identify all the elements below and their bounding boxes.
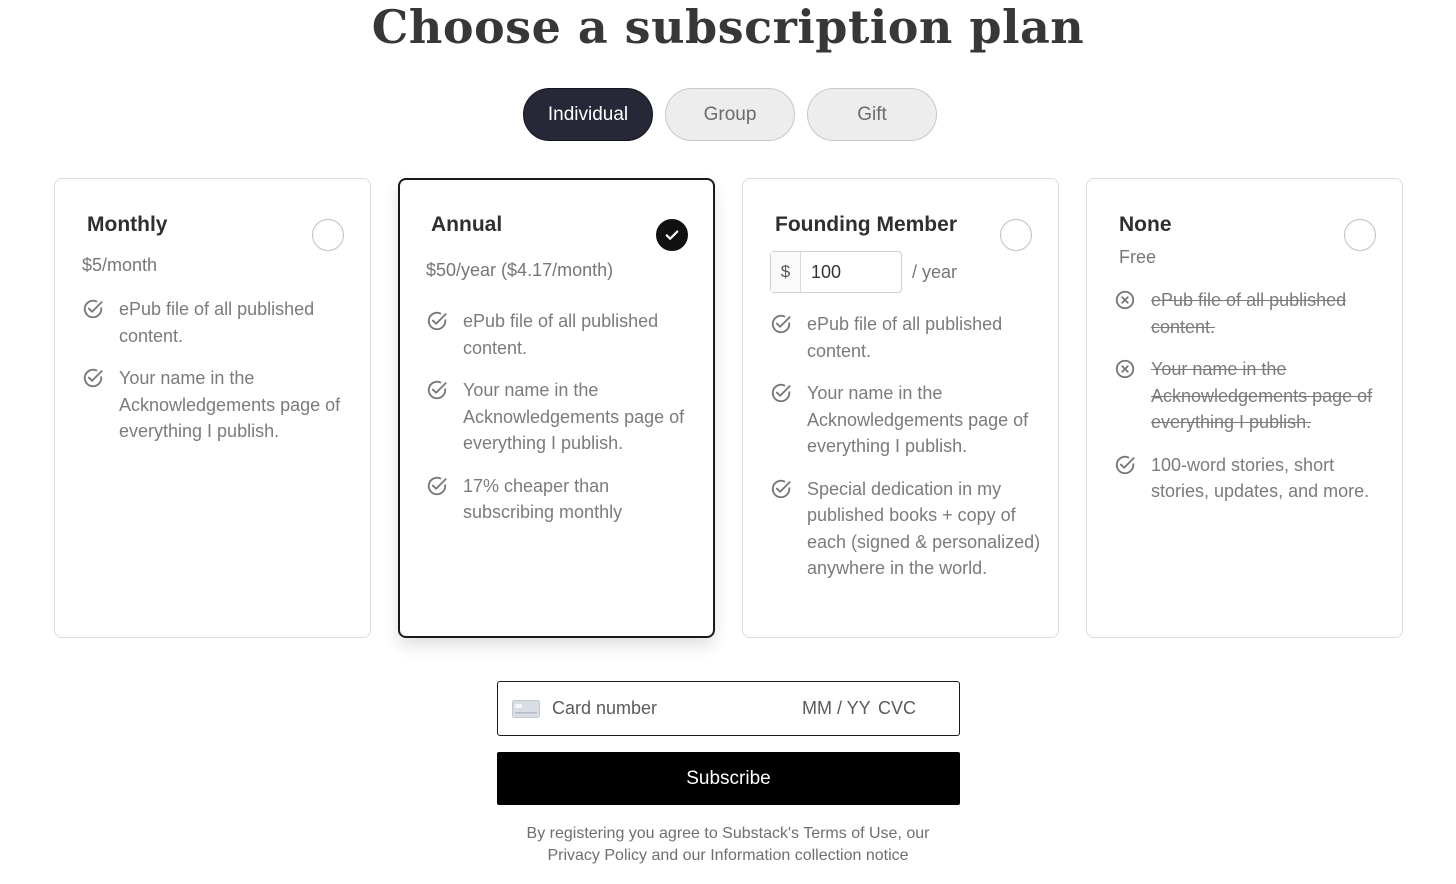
credit-card-icon xyxy=(512,700,540,718)
plan-card-founding-member[interactable] xyxy=(742,178,1059,638)
tab-gift[interactable]: Gift xyxy=(807,88,937,141)
check-circle-icon xyxy=(82,367,104,389)
plan-price: $5/month xyxy=(82,255,158,275)
x-circle-icon xyxy=(1114,358,1136,380)
subscribe-button[interactable]: Subscribe xyxy=(497,752,960,805)
x-circle-icon xyxy=(1114,289,1136,311)
plan-radio[interactable] xyxy=(1344,219,1376,251)
check-circle-icon xyxy=(426,379,448,401)
feature-list xyxy=(770,311,1044,598)
feature-text: Your name in the Acknowledgements page of everything I publish. xyxy=(463,380,685,453)
plan-price: $50/year ($4.17/month) xyxy=(426,260,614,280)
page-title: Choose a subscription plan xyxy=(371,0,1085,54)
check-circle-icon xyxy=(770,313,792,335)
feature-text: 17% cheaper than subscribing monthly xyxy=(463,475,623,522)
checkmark-icon xyxy=(663,226,681,244)
currency-symbol: $ xyxy=(771,252,801,292)
list-item xyxy=(1114,287,1388,340)
plan-name: Founding Member xyxy=(775,213,957,236)
list-item xyxy=(82,365,356,445)
check-circle-icon xyxy=(770,478,792,500)
plan-radio[interactable] xyxy=(312,219,344,251)
check-circle-icon xyxy=(426,475,448,497)
plan-card-annual[interactable] xyxy=(398,178,715,638)
feature-list xyxy=(1114,287,1388,521)
list-item xyxy=(82,296,356,349)
feature-text: Your name in the Acknowledgements page of everything I publish. xyxy=(1151,359,1373,432)
check-circle-icon xyxy=(426,310,448,332)
feature-text: Special dedication in my published books + copy of each (signed & personalized) anywhere in the world. xyxy=(807,478,1041,578)
list-item xyxy=(426,377,699,457)
tab-group[interactable]: Group xyxy=(665,88,795,141)
legal-line: By registering you agree to Substack's Terms of Use, our xyxy=(526,825,930,842)
card-expiry-input[interactable] xyxy=(802,698,878,719)
feature-text: Your name in the Acknowledgements page of everything I publish. xyxy=(119,368,341,441)
plan-card-none[interactable] xyxy=(1086,178,1403,638)
check-circle-icon xyxy=(1114,454,1136,476)
feature-list xyxy=(82,296,356,461)
list-item xyxy=(770,311,1044,364)
list-item xyxy=(426,308,699,361)
plan-radio-checked[interactable] xyxy=(656,219,688,251)
plan-name: Annual xyxy=(431,213,503,236)
legal-line: Privacy Policy and our Information collection notice xyxy=(547,847,909,864)
plan-radio[interactable] xyxy=(1000,219,1032,251)
list-item xyxy=(426,473,699,526)
feature-text: ePub file of all published content. xyxy=(463,311,659,358)
plan-price: Free xyxy=(1119,247,1157,267)
plan-type-tabs xyxy=(523,88,937,141)
check-circle-icon xyxy=(82,298,104,320)
price-input[interactable] xyxy=(801,252,901,292)
price-period: / year xyxy=(912,261,958,282)
plan-name: Monthly xyxy=(87,213,168,236)
feature-text: Your name in the Acknowledgements page of everything I publish. xyxy=(807,383,1029,456)
feature-text: ePub file of all published content. xyxy=(807,314,1003,361)
plan-name: None xyxy=(1119,213,1172,236)
list-item xyxy=(770,380,1044,460)
check-circle-icon xyxy=(770,382,792,404)
feature-text: ePub file of all published content. xyxy=(1151,290,1347,337)
tab-individual[interactable]: Individual xyxy=(523,88,653,141)
custom-price xyxy=(770,251,957,293)
card-cvc-input[interactable] xyxy=(878,698,928,719)
card-number-input[interactable] xyxy=(552,698,792,719)
card-payment-field xyxy=(497,681,960,736)
list-item xyxy=(770,476,1044,582)
feature-text: 100-word stories, short stories, updates, and more. xyxy=(1151,454,1370,501)
list-item xyxy=(1114,452,1388,505)
price-field xyxy=(770,251,902,293)
list-item xyxy=(1114,356,1388,436)
plan-card-monthly[interactable] xyxy=(54,178,371,638)
feature-list xyxy=(426,308,699,542)
feature-text: ePub file of all published content. xyxy=(119,299,315,346)
legal-notice xyxy=(478,823,978,867)
